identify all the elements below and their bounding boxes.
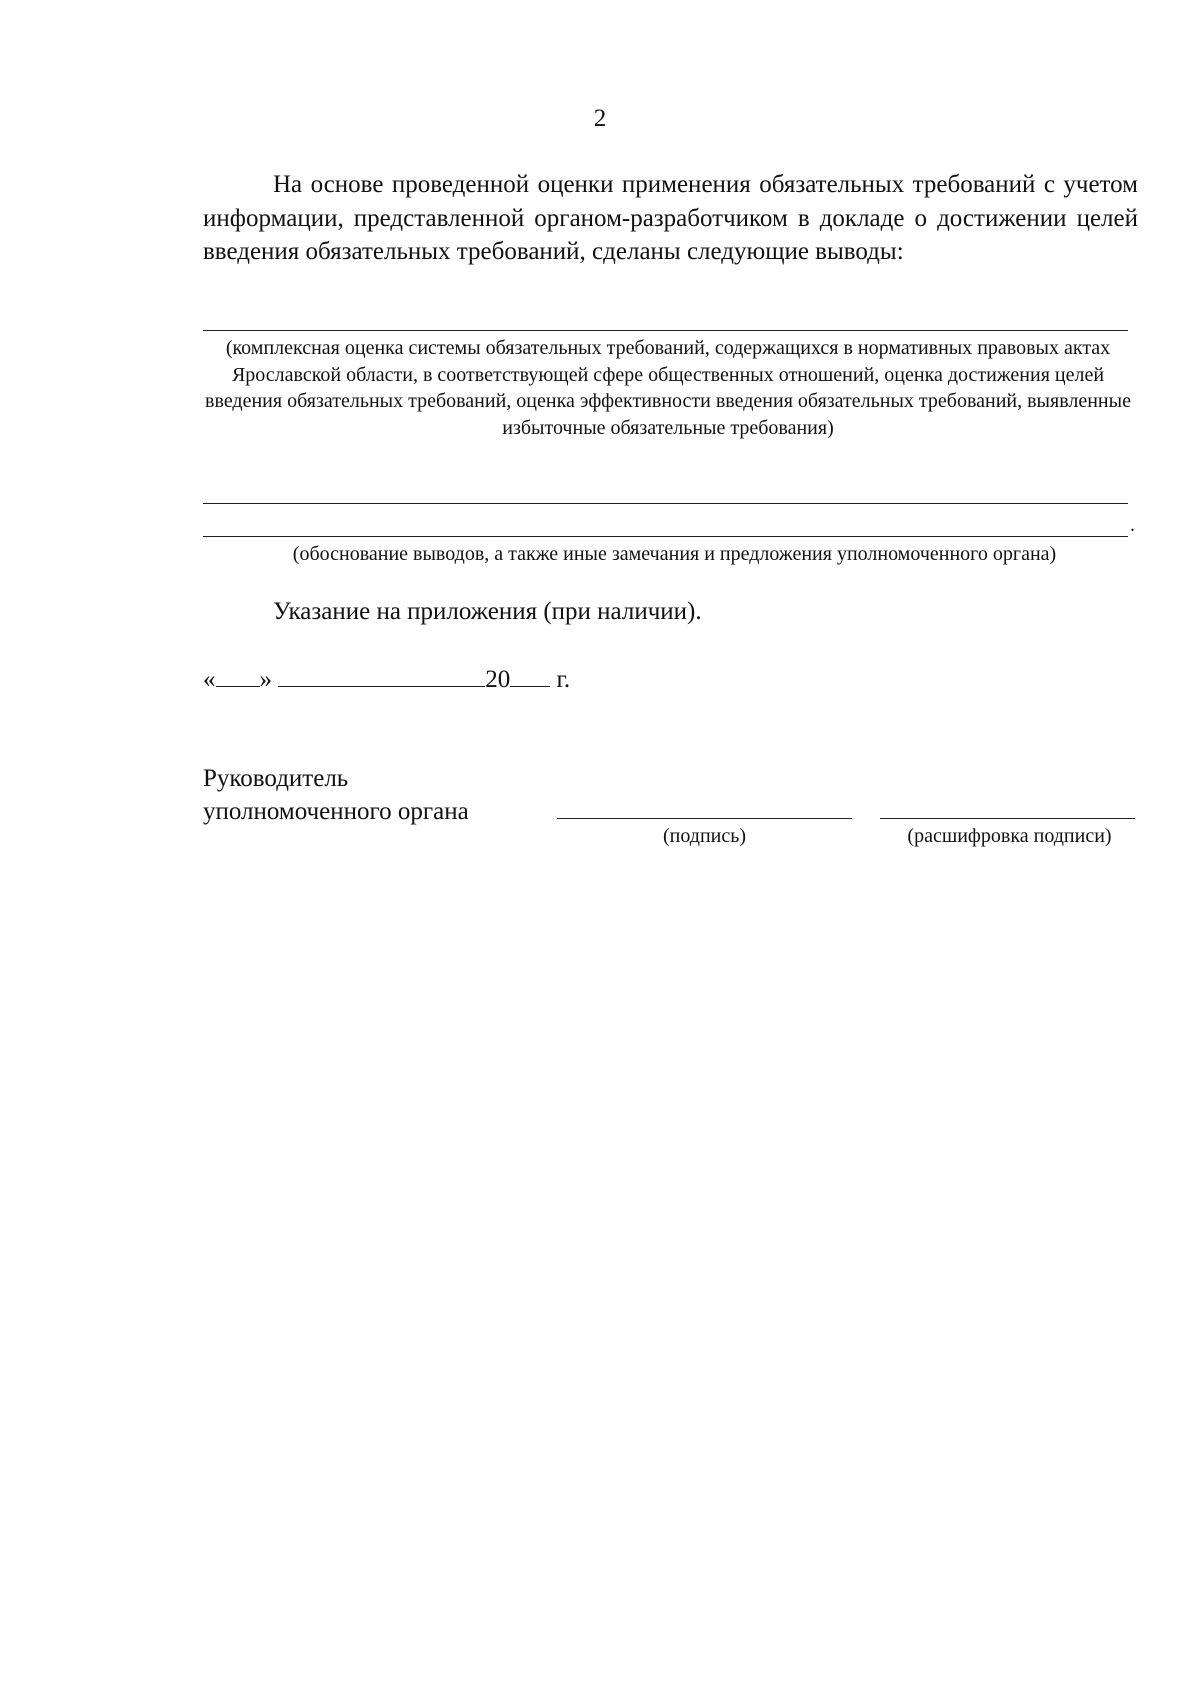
line-end-period: . <box>1130 514 1135 536</box>
signer-title-line-2: уполномоченного органа <box>203 798 469 825</box>
signature-decoding-caption: (расшифровка подписи) <box>907 825 1112 847</box>
intro-paragraph: На основе проведенной оценки применения обязательных требований с учетом информации, представленной органом-разработчиком в докладе о достижении целей введения обязательных требований, сделаны следующие выводы: <box>203 171 1138 265</box>
page-number: 2 <box>593 105 607 132</box>
conclusions-line-1 <box>203 330 1128 331</box>
justification-caption: (обоснование выводов, а также иные замечания и предложения уполномоченного органа) <box>292 543 1057 565</box>
appendix-note: Указание на приложения (при наличии). <box>273 598 702 625</box>
justification-line-2 <box>203 536 1128 537</box>
date-day-blank <box>216 664 260 687</box>
signer-title-line-1: Руководитель <box>203 765 349 792</box>
signature-line <box>557 818 852 819</box>
signature-decoding-line <box>880 818 1135 819</box>
date-close-quote: » <box>259 666 272 693</box>
date-line <box>203 664 570 696</box>
date-year-prefix: 20 <box>485 666 511 693</box>
assessment-caption: (комплексная оценка системы обязательных требований, содержащихся в нормативных правовых актах Ярославской области, в соответствующей сфере общественных отношений, оценка достижения целей введения обязательных требований, оценка эффективности введения обязательных требований, выявленные избыточные обязательные требования) <box>205 337 1131 439</box>
signature-caption: (подпись) <box>662 825 747 847</box>
date-year-blank <box>510 664 550 687</box>
date-month-blank <box>278 664 485 687</box>
justification-line-1 <box>203 503 1128 504</box>
date-open-quote: « <box>203 666 216 693</box>
signer-title <box>203 762 469 828</box>
date-year-suffix: г. <box>556 666 571 693</box>
